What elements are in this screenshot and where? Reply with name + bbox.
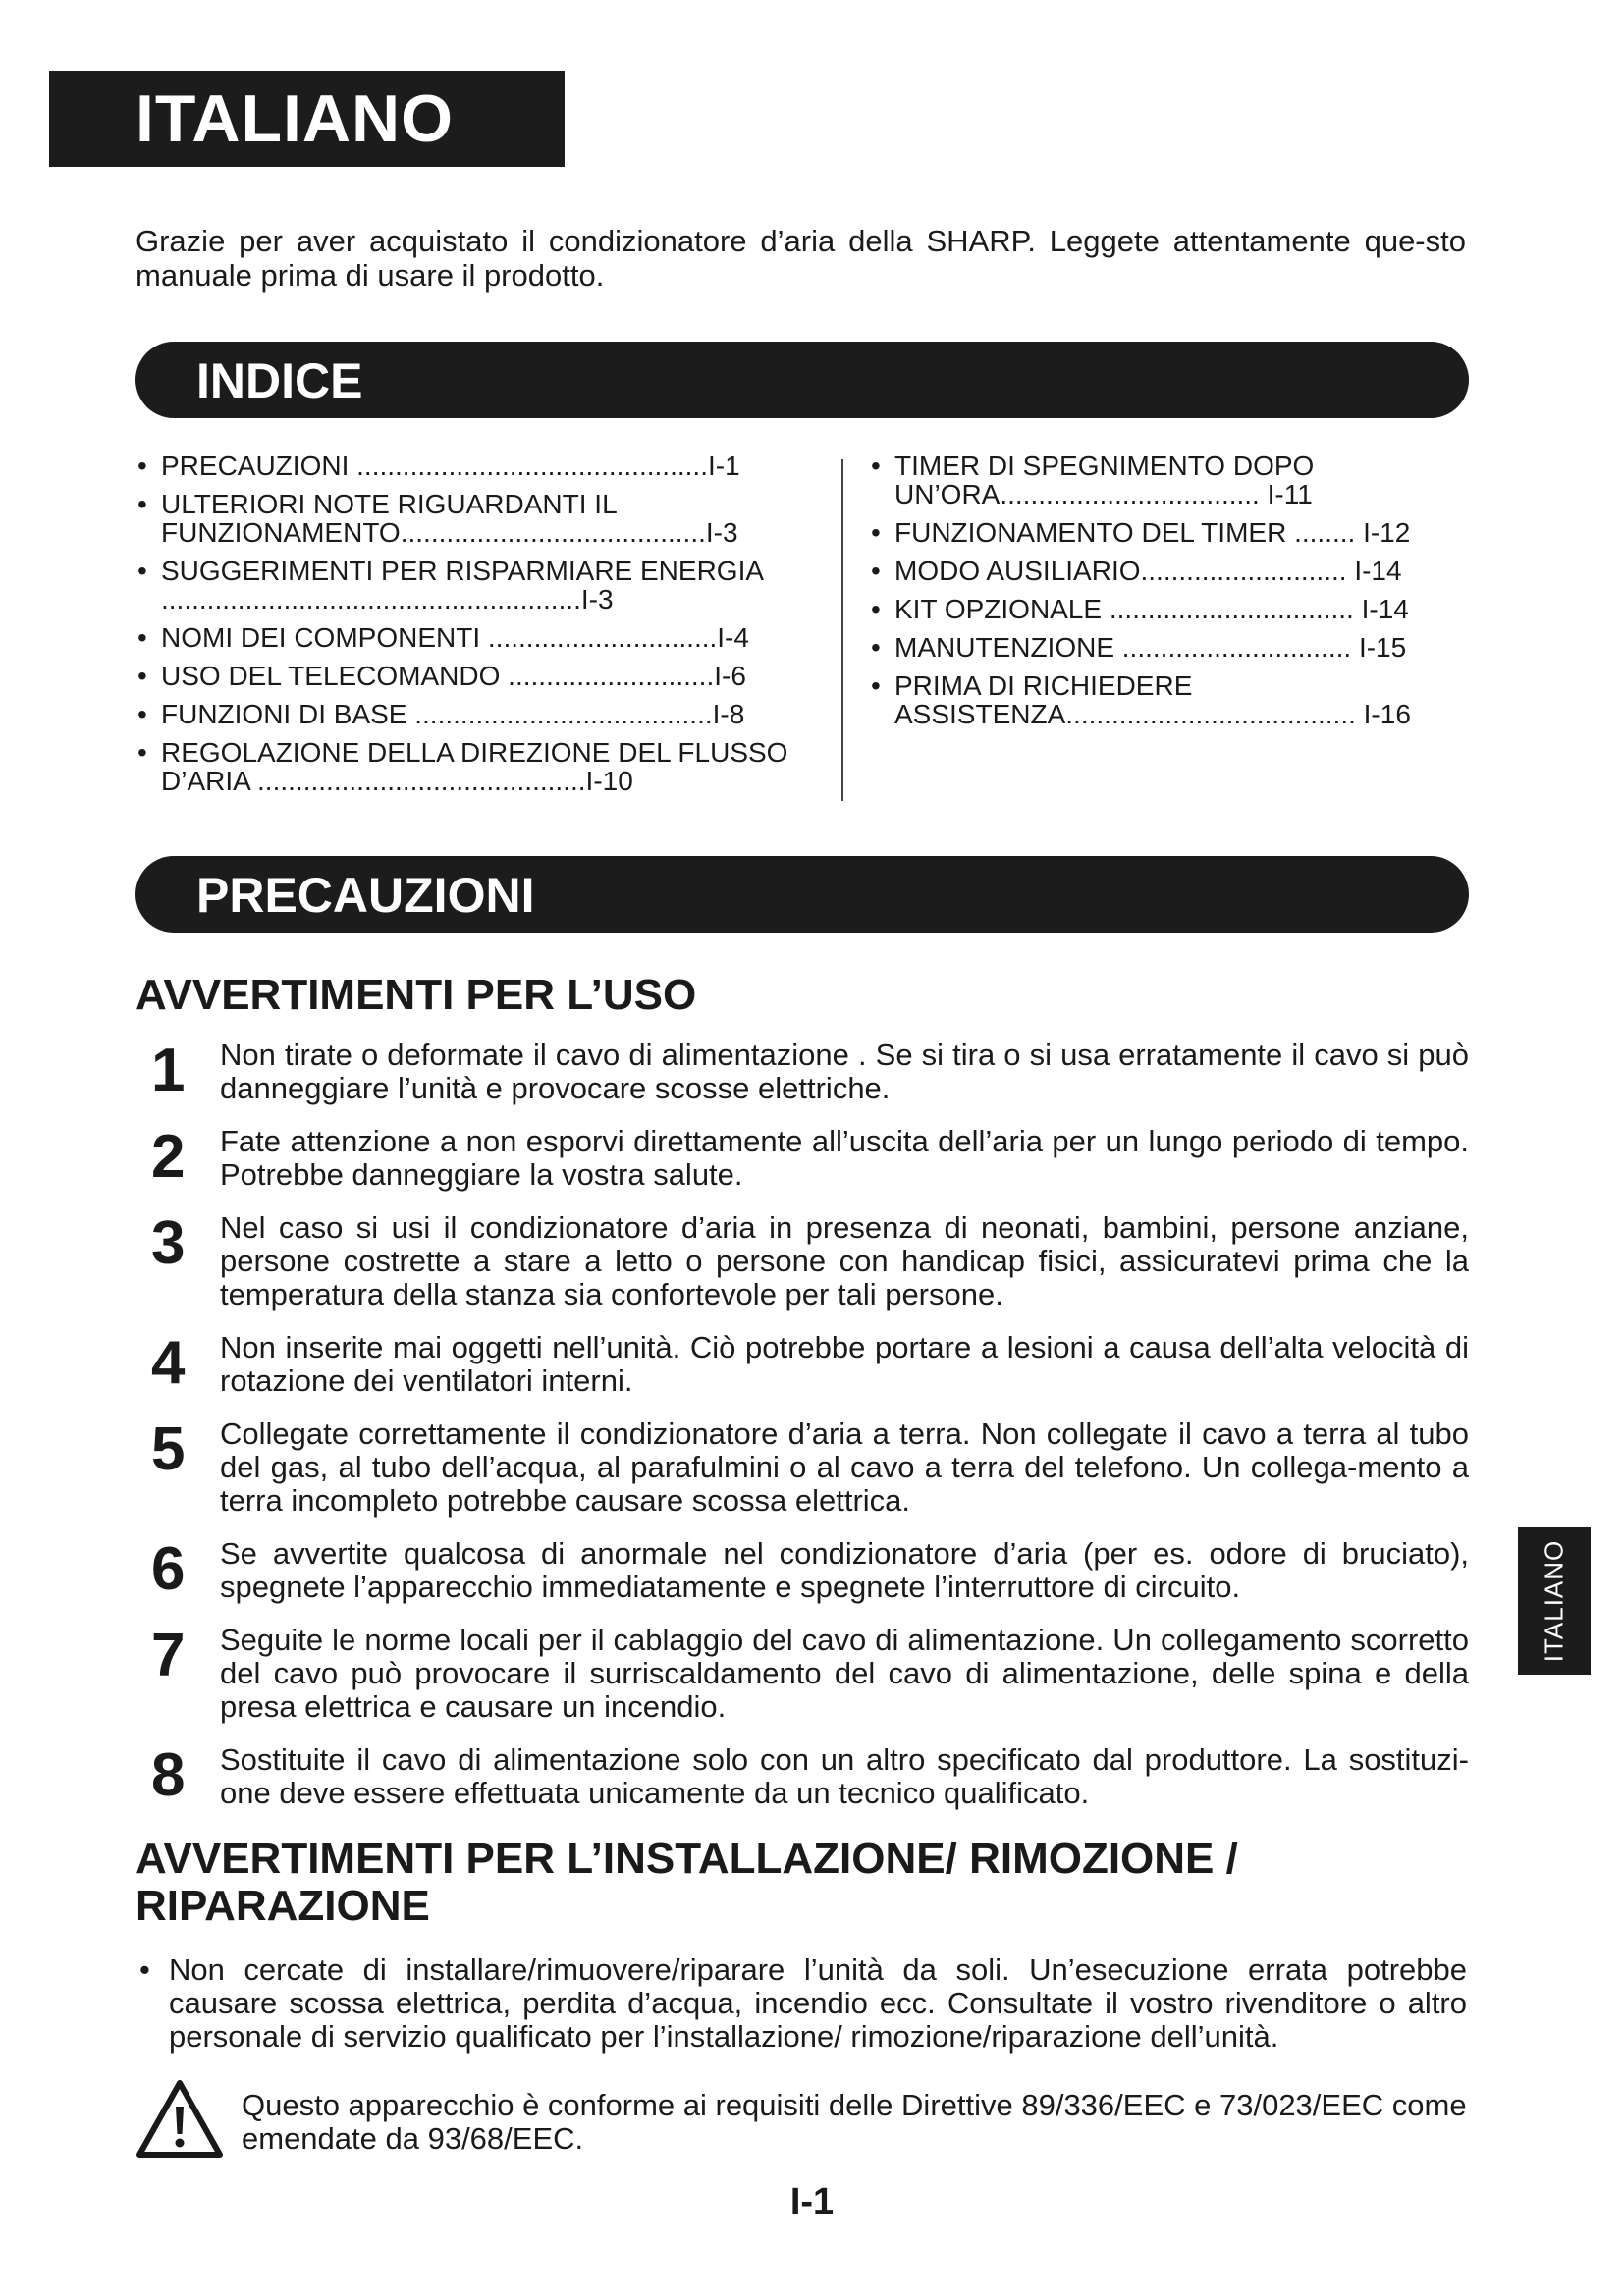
warning-number: 1 <box>151 1037 186 1104</box>
warning-text: Sostituite il cavo di alimentazione solo con un altro specificato dal produttore. La sostituzi-one deve essere effettuata unicamente da un tecnico qualificato. <box>220 1742 1469 1810</box>
toc-item[interactable]: • KIT OPZIONALE ................................ I-14 <box>871 595 1460 623</box>
warning-number: 8 <box>151 1741 186 1809</box>
toc-item[interactable]: • MODO AUSILIARIO........................... I-14 <box>871 557 1460 585</box>
toc-right-column <box>871 452 1460 738</box>
warning-number: 7 <box>151 1622 186 1689</box>
side-tab-label: ITALIANO <box>1539 1539 1569 1663</box>
section-heading-installazione: AVVERTIMENTI PER L’INSTALLAZIONE/ RIMOZIONE / RIPARAZIONE <box>135 1835 1238 1930</box>
toc-item[interactable]: • ULTERIORI NOTE RIGUARDANTI IL FUNZIONAMENTO........................................I-3 <box>137 490 815 547</box>
warning-item <box>135 1537 1469 1604</box>
section-heading-uso: AVVERTIMENTI PER L’USO <box>135 971 697 1019</box>
toc-item[interactable]: • SUGGERIMENTI PER RISPARMIARE ENERGIA .......................................................I-3 <box>137 557 815 614</box>
warning-number: 4 <box>151 1329 186 1397</box>
warning-item <box>135 1125 1469 1192</box>
install-bullet-text: Non cercate di installare/rimuovere/riparare l’unità da soli. Un’esecuzione errata potrebbe causare scossa elettrica, perdita d’acqua, incendio ecc. Consultate il vostro rivenditore o altro personale di servizio qualificato per l’installazione/ rimozione/riparazione dell’unità. <box>169 1952 1467 2054</box>
warning-triangle-icon <box>135 2079 224 2160</box>
intro-text: Grazie per aver acquistato il condizionatore d’aria della SHARP. Leggete attentamente que-sto manuale prima di usare il prodotto. <box>135 224 1466 293</box>
toc-item[interactable]: • FUNZIONAMENTO DEL TIMER ........ I-12 <box>871 518 1460 547</box>
warning-number: 5 <box>151 1415 186 1483</box>
indice-heading: INDICE <box>135 342 1469 418</box>
toc-item[interactable]: • REGOLAZIONE DELLA DIREZIONE DEL FLUSSO D’ARIA ...........................................I-10 <box>137 738 815 795</box>
warnings-list <box>135 1039 1469 1830</box>
warning-item <box>135 1211 1469 1311</box>
warning-item <box>135 1039 1469 1105</box>
warning-item <box>135 1331 1469 1398</box>
toc-left-column <box>137 452 815 805</box>
warning-number: 3 <box>151 1209 186 1277</box>
warning-text: Fate attenzione a non esporvi direttamente all’uscita dell’aria per un lungo periodo di tempo. Potrebbe danneggiare la vostra salute. <box>220 1124 1469 1192</box>
compliance-notice: Questo apparecchio è conforme ai requisiti delle Direttive 89/336/EEC e 73/023/EEC come emendate da 93/68/EEC. <box>242 2088 1467 2156</box>
warning-text: Nel caso si usi il condizionatore d’aria in presenza di neonati, bambini, persone anziane, persone costrette a stare a letto o persone con handicap fisici, assicuratevi prima che la temperatura della stanza sia confortevole per tali persone. <box>220 1210 1469 1311</box>
toc-item[interactable]: • NOMI DEI COMPONENTI ..............................I-4 <box>137 623 815 652</box>
page-number: I-1 <box>789 2181 835 2222</box>
warning-number: 6 <box>151 1535 186 1603</box>
warning-number: 2 <box>151 1123 186 1191</box>
toc-item[interactable]: • USO DEL TELECOMANDO ...........................I-6 <box>137 662 815 690</box>
precauzioni-heading: PRECAUZIONI <box>135 856 1469 933</box>
toc-divider <box>841 459 843 801</box>
warning-text: Se avvertite qualcosa di anormale nel condizionatore d’aria (per es. odore di bruciato), spegnete l’apparecchio immediatamente e spegnete l’interruttore di circuito. <box>220 1536 1469 1604</box>
bullet-dot-icon: • <box>139 1952 150 1987</box>
warning-text: Non tirate o deformate il cavo di alimentazione . Se si tira o si usa erratamente il cavo si può danneggiare l’unità e provocare scosse elettriche. <box>220 1038 1469 1105</box>
toc-item[interactable]: • TIMER DI SPEGNIMENTO DOPO UN’ORA.................................. I-11 <box>871 452 1460 508</box>
toc-item[interactable]: • MANUTENZIONE .............................. I-15 <box>871 633 1460 662</box>
warning-item <box>135 1624 1469 1724</box>
install-bullet <box>139 1953 1467 2054</box>
toc-item[interactable]: • PRECAUZIONI ..............................................I-1 <box>137 452 815 480</box>
warning-item <box>135 1743 1469 1810</box>
warning-text: Seguite le norme locali per il cablaggio del cavo di alimentazione. Un collegamento scorretto del cavo può provocare il surriscaldamento del cavo di alimentazione, delle spina e della presa elettrica e causare un incendio. <box>220 1623 1469 1724</box>
warning-item <box>135 1417 1469 1518</box>
warning-text: Non inserite mai oggetti nell’unità. Ciò potrebbe portare a lesioni a causa dell’alta velocità di rotazione dei ventilatori interni. <box>220 1330 1469 1398</box>
toc-item[interactable]: • FUNZIONI DI BASE .......................................I-8 <box>137 700 815 728</box>
language-title: ITALIANO <box>49 71 565 167</box>
toc-item[interactable]: • PRIMA DI RICHIEDERE ASSISTENZA...................................... I-16 <box>871 671 1460 728</box>
warning-text: Collegate correttamente il condizionatore d’aria a terra. Non collegate il cavo a terra al tubo del gas, al tubo dell’acqua, al parafulmini o al cavo a terra del telefono. Un collega-mento a terra incompleto potrebbe causare scossa elettrica. <box>220 1416 1469 1518</box>
language-side-tab[interactable] <box>1518 1527 1591 1675</box>
